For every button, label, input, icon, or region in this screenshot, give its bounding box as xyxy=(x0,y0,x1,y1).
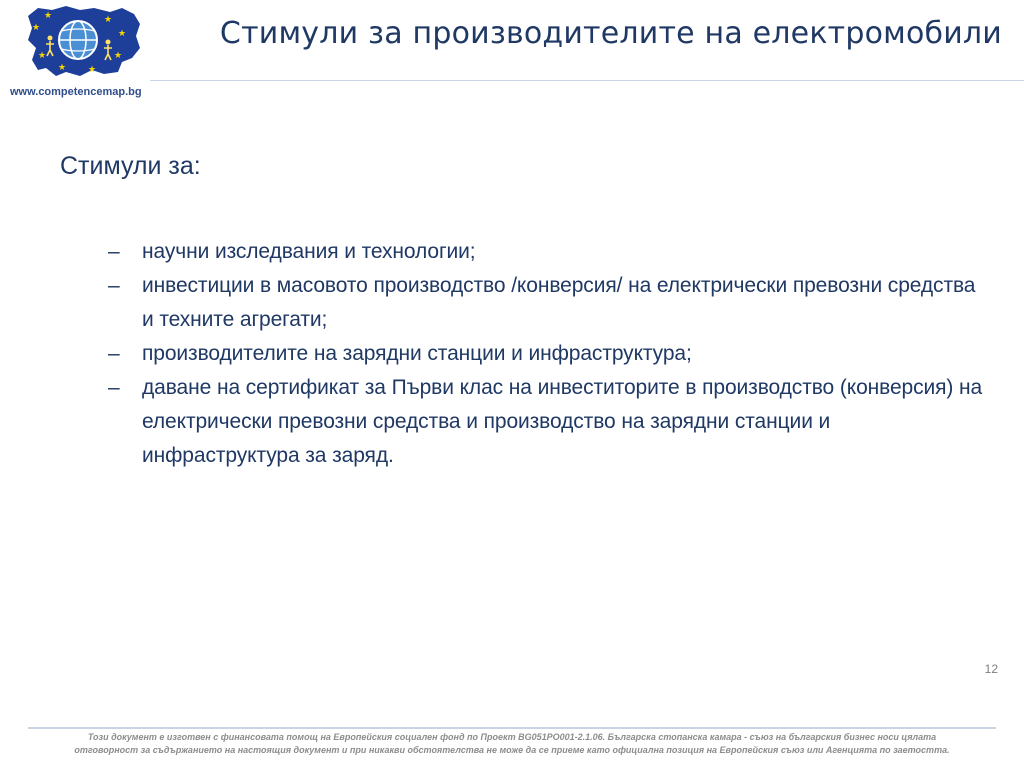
footer-line-1: Този документ е изготвен с финансовата помощ на Европейския социален фонд по Проект BG051PO001-2.1.06. Българска стопанска камара - съюз на българския бизнес носи цялата xyxy=(87,732,937,742)
list-item xyxy=(108,269,990,337)
page-title: Стимули за производителите на електромобили xyxy=(219,16,1002,51)
bullet-list xyxy=(60,235,990,473)
dash-bullet-icon: – xyxy=(108,342,120,365)
dash-bullet-icon: – xyxy=(108,376,120,399)
footer-divider xyxy=(28,727,996,729)
svg-text:★: ★ xyxy=(44,11,53,21)
svg-text:★: ★ xyxy=(114,51,123,61)
footer-disclaimer xyxy=(20,731,1004,757)
svg-text:★: ★ xyxy=(58,63,67,73)
svg-text:★: ★ xyxy=(118,29,127,39)
website-url[interactable]: www.competencemap.bg xyxy=(10,86,142,98)
dash-bullet-icon: – xyxy=(108,274,120,297)
bulgaria-map-globe-logo-icon xyxy=(22,2,146,82)
svg-text:★: ★ xyxy=(38,51,47,61)
svg-text:★: ★ xyxy=(32,23,41,33)
list-item xyxy=(108,371,990,473)
list-item-text: инвестиции в масовото производство /конверсия/ на електрически превозни средства и техните агрегати; xyxy=(142,274,976,331)
lead-text: Стимули за: xyxy=(60,152,201,180)
list-item xyxy=(108,337,990,371)
dash-bullet-icon: – xyxy=(108,240,120,263)
list-item-text: научни изследвания и технологии; xyxy=(142,240,476,263)
logo xyxy=(22,2,146,82)
footer-line-2: отговорност за съдържанието на настоящия документ и при никакви обстоятелства не може да се приеме като официална позиция на Европейския съюз или Агенцията по заетостта. xyxy=(74,745,950,755)
header-divider xyxy=(150,80,1024,81)
svg-text:★: ★ xyxy=(104,15,113,25)
svg-text:★: ★ xyxy=(88,65,97,75)
list-item xyxy=(108,235,990,269)
list-item-text: производителите на зарядни станции и инфраструктура; xyxy=(142,342,692,365)
slide-content xyxy=(60,152,990,473)
page-number: 12 xyxy=(984,662,998,676)
list-item-text: даване на сертификат за Първи клас на инвеститорите в производство (конверсия) на електрически превозни средства и производство на зарядни станции и инфраструктура за заряд. xyxy=(142,376,983,467)
